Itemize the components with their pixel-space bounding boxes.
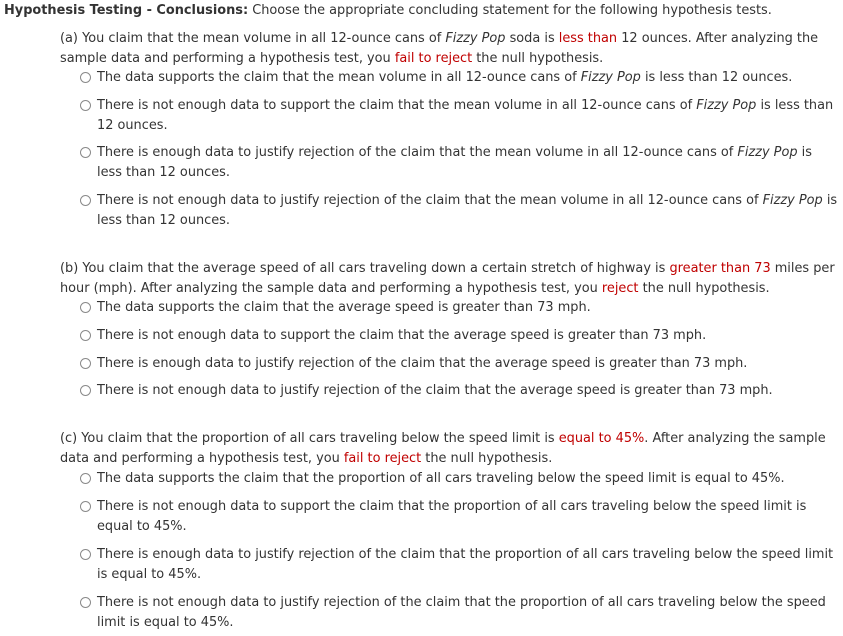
prompt-text: You claim that the average speed of all cars traveling down a certain stretch of highway is [82,261,670,276]
radio-button[interactable] [80,147,91,158]
option-label: There is not enough data to support the claim that the average speed is greater than 73 mph. [97,328,707,343]
radio-button[interactable] [80,330,91,341]
option-c1[interactable] [80,469,838,489]
radio-button[interactable] [80,501,91,512]
option-label: There is enough data to justify rejection of the claim that the proportion of all cars traveling below the speed limit is equal to 45%. [97,547,834,582]
option-label: There is not enough data to justify rejection of the claim that the proportion of all cars traveling below the speed limit is equal to 45%. [97,595,826,630]
option-b3[interactable] [80,354,838,374]
option-c2[interactable] [80,497,838,536]
option-b4[interactable] [80,381,838,401]
prompt-text: miles per hour (mph). After analyzing the sample data and performing a hypothesis test, you [60,261,835,296]
radio-button[interactable] [80,473,91,484]
question-header [4,2,772,19]
option-label: There is enough data to justify rejection of the claim that the mean volume in all 12-ounce cans of [97,145,738,160]
option-label: The data supports the claim that the average speed is greater than 73 mph. [97,300,591,315]
brand-name: Fizzy Pop [445,31,506,46]
prompt-text: 12 ounces. After analyzing the sample data and performing a hypothesis test, you [60,31,819,66]
brand-name: Fizzy Pop [696,98,757,113]
option-label: There is not enough data to justify rejection of the claim that the mean volume in all 12-ounce cans of [97,193,763,208]
prompt-text: the null hypothesis. [638,280,770,296]
decision-highlight: reject [601,280,639,296]
part-letter: (c) [60,431,78,446]
option-label: There is not enough data to justify rejection of the claim that the average speed is greater than 73 mph. [97,383,773,398]
option-label: There is not enough data to support the claim that the proportion of all cars traveling below the speed limit is equal to 45%. [97,499,807,534]
option-c3[interactable] [80,545,838,584]
prompt-text: You claim that the proportion of all cars traveling below the speed limit is [81,431,559,446]
option-label: is less than 12 ounces. [97,98,834,133]
option-label: There is enough data to justify rejection of the claim that the average speed is greater than 73 mph. [97,356,748,371]
decision-highlight: fail to reject [343,450,422,466]
question-title: Hypothesis Testing - Conclusions: [4,3,249,18]
claim-highlight: greater than 73 [669,261,771,276]
part-a-prompt [60,29,840,68]
claim-highlight: equal to 45% [558,431,645,446]
prompt-text: the null hypothesis. [421,450,553,466]
option-a1[interactable] [80,68,838,88]
option-label: is less than 12 ounces. [640,70,793,85]
option-c4[interactable] [80,593,838,632]
radio-button[interactable] [80,100,91,111]
option-label: The data supports the claim that the proportion of all cars traveling below the speed limit is equal to 45%. [97,471,785,486]
option-b2[interactable] [80,326,838,346]
prompt-text: You claim that the mean volume in all 12-ounce cans of [82,31,446,46]
option-a2[interactable] [80,96,838,135]
option-b1[interactable] [80,298,838,318]
option-a3[interactable] [80,143,838,182]
prompt-text: the null hypothesis. [472,50,604,66]
radio-button[interactable] [80,72,91,83]
option-label: is less than 12 ounces. [97,145,812,180]
question-instruction: Choose the appropriate concluding statement for the following hypothesis tests. [252,3,772,18]
option-label: There is not enough data to support the claim that the mean volume in all 12-ounce cans of [97,98,697,113]
brand-name: Fizzy Pop [737,145,798,160]
part-letter: (b) [60,261,79,276]
part-b-prompt [60,259,840,298]
brand-name: Fizzy Pop [580,70,641,85]
decision-highlight: fail to reject [394,50,473,66]
brand-name: Fizzy Pop [762,193,823,208]
part-c-prompt [60,429,840,468]
option-a4[interactable] [80,191,838,230]
part-letter: (a) [60,31,78,46]
radio-button[interactable] [80,597,91,608]
radio-button[interactable] [80,302,91,313]
prompt-text: soda is [505,31,559,46]
prompt-text: . After analyzing the sample data and performing a hypothesis test, you [60,431,826,466]
claim-highlight: less than [558,31,618,46]
radio-button[interactable] [80,195,91,206]
option-label: is less than 12 ounces. [97,193,838,228]
radio-button[interactable] [80,549,91,560]
radio-button[interactable] [80,385,91,396]
radio-button[interactable] [80,358,91,369]
option-label: The data supports the claim that the mean volume in all 12-ounce cans of [97,70,581,85]
